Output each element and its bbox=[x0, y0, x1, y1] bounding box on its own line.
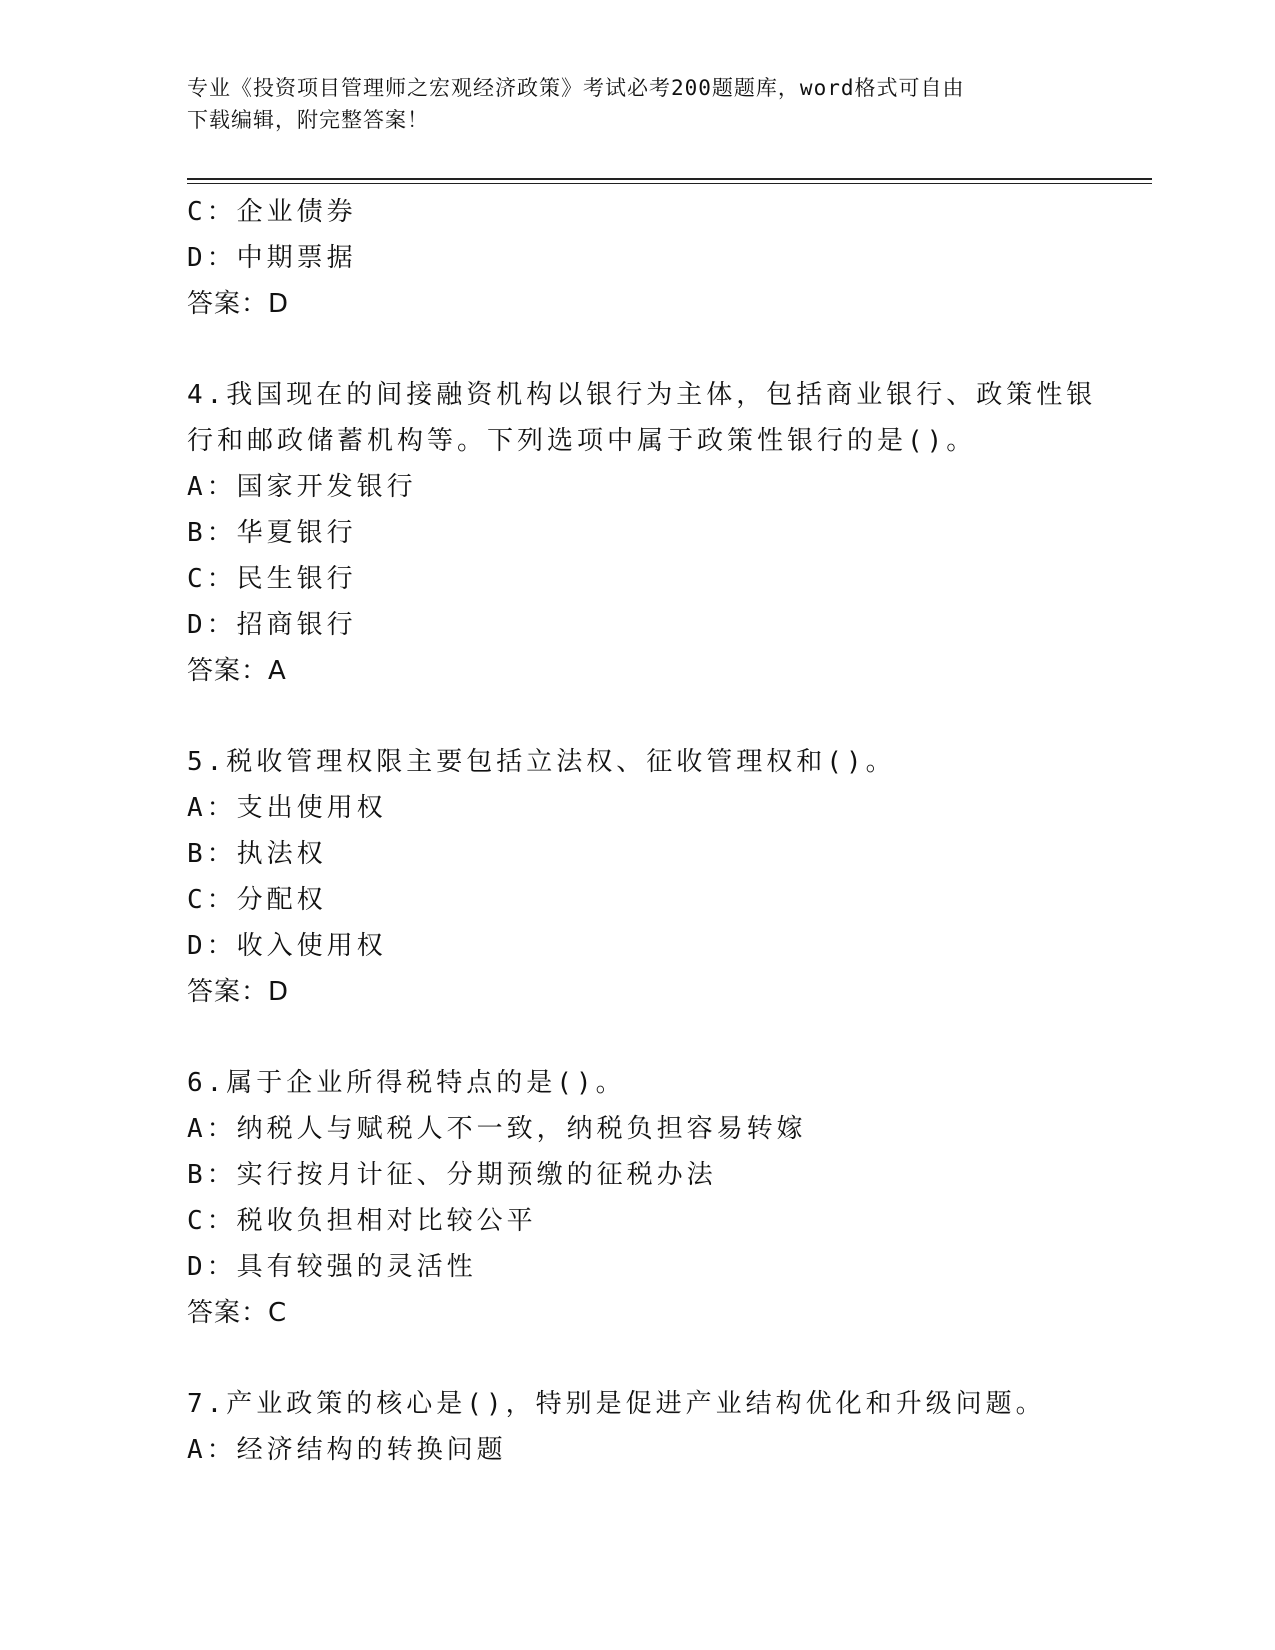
option-d: D：具有较强的灵活性 bbox=[187, 1252, 477, 1282]
header-line-1: 专业《投资项目管理师之宏观经济政策》考试必考200题题库，word格式可自由 bbox=[187, 76, 965, 100]
option-c: C：民生银行 bbox=[187, 564, 357, 594]
header-rule-thick bbox=[187, 178, 1152, 180]
option-c: C：企业债券 bbox=[187, 197, 357, 227]
header-rule-thin bbox=[187, 183, 1152, 184]
option-c: C：分配权 bbox=[187, 885, 327, 915]
answer: 答案：D bbox=[187, 977, 290, 1007]
header-line-2: 下载编辑，附完整答案！ bbox=[187, 108, 429, 132]
option-b: B：执法权 bbox=[187, 839, 327, 869]
option-a: A：支出使用权 bbox=[187, 793, 387, 823]
question-stem: 4.我国现在的间接融资机构以银行为主体，包括商业银行、政策性银 bbox=[187, 380, 1097, 410]
option-d: D：收入使用权 bbox=[187, 931, 387, 961]
question-stem: 6.属于企业所得税特点的是()。 bbox=[187, 1068, 626, 1098]
document-header bbox=[187, 72, 1067, 136]
option-c: C：税收负担相对比较公平 bbox=[187, 1206, 537, 1236]
option-a: A：经济结构的转换问题 bbox=[187, 1435, 507, 1465]
question-stem: 5.税收管理权限主要包括立法权、征收管理权和()。 bbox=[187, 747, 896, 777]
question-stem-continued: 行和邮政储蓄机构等。下列选项中属于政策性银行的是()。 bbox=[187, 426, 977, 456]
option-a: A：纳税人与赋税人不一致，纳税负担容易转嫁 bbox=[187, 1114, 807, 1144]
answer: 答案：D bbox=[187, 289, 290, 319]
answer: 答案：C bbox=[187, 1298, 288, 1328]
question-list bbox=[187, 189, 1097, 1473]
option-b: B：华夏银行 bbox=[187, 518, 357, 548]
option-d: D：招商银行 bbox=[187, 610, 357, 640]
option-d: D：中期票据 bbox=[187, 243, 357, 273]
answer: 答案：A bbox=[187, 656, 287, 686]
option-a: A：国家开发银行 bbox=[187, 472, 417, 502]
question-stem: 7.产业政策的核心是()，特别是促进产业结构优化和升级问题。 bbox=[187, 1389, 1046, 1419]
option-b: B：实行按月计征、分期预缴的征税办法 bbox=[187, 1160, 717, 1190]
